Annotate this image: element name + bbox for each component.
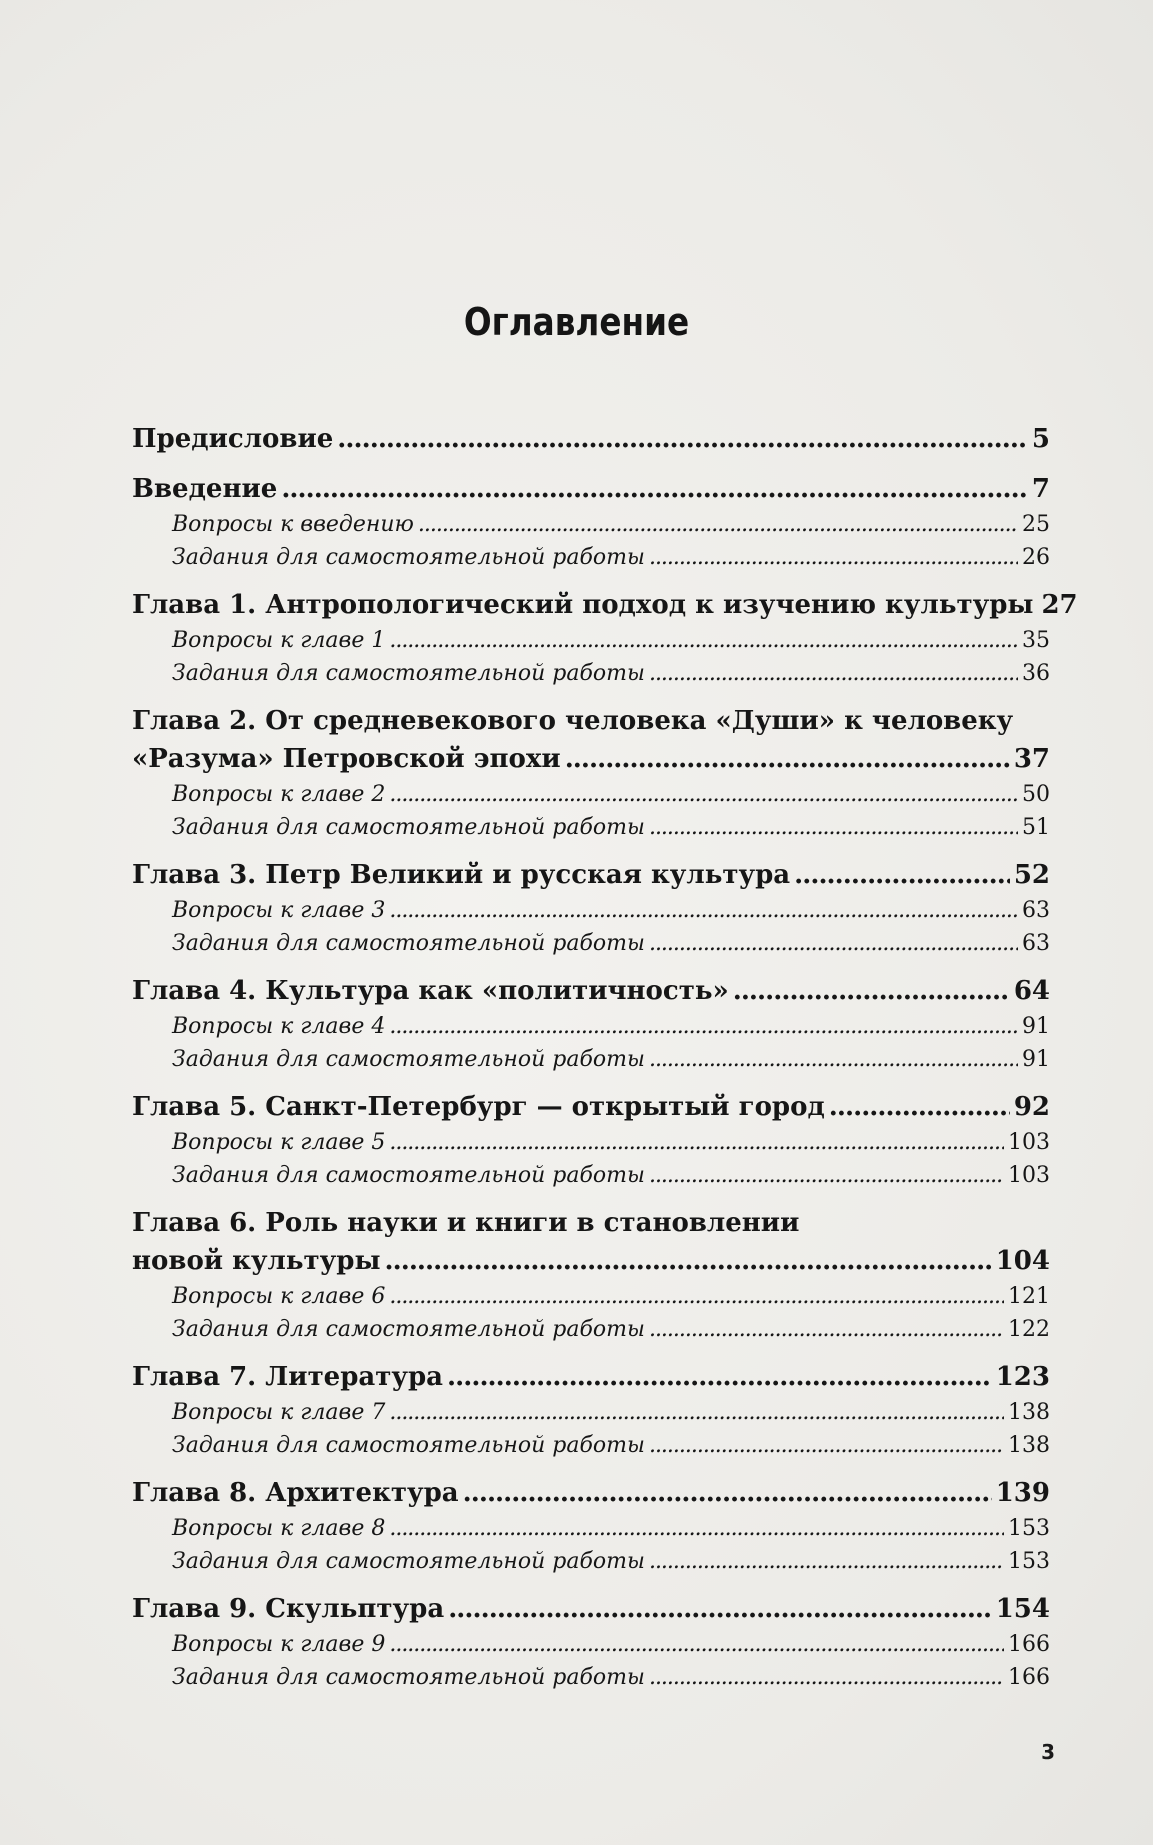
- toc-entry-chapter[interactable]: [132, 420, 1050, 458]
- toc-entry-chapter[interactable]: [132, 1358, 1050, 1396]
- toc-entry-page: 92: [1013, 1092, 1050, 1122]
- toc-entry-title: Глава 8. Архитектура: [132, 1478, 459, 1508]
- toc-subentry-title: Вопросы к главе 7: [172, 1400, 386, 1425]
- toc-entry-page: 37: [1013, 744, 1050, 774]
- toc-entry-page: 5: [1031, 424, 1050, 454]
- dot-leader: [649, 541, 1018, 574]
- toc-subentry-page: 166: [1008, 1665, 1050, 1690]
- toc-subentry-title: Задания для самостоятельной работы: [172, 1163, 645, 1188]
- toc-entry-title: Предисловие: [132, 424, 334, 454]
- dot-leader: [447, 1358, 992, 1396]
- toc-section: [132, 1590, 1050, 1694]
- toc-entry-chapter[interactable]: [132, 1590, 1050, 1628]
- toc-entry-chapter[interactable]: [132, 1242, 1050, 1280]
- toc-subentry-title: Задания для самостоятельной работы: [172, 1317, 645, 1342]
- toc-subentry-title: Вопросы к главе 8: [172, 1516, 386, 1541]
- toc-section: [132, 1088, 1050, 1192]
- dot-leader: [389, 1628, 1004, 1661]
- toc-entry-page: 52: [1013, 860, 1050, 890]
- toc-subentry-title: Вопросы к главе 3: [172, 898, 386, 923]
- dot-leader: [649, 1043, 1018, 1076]
- toc-section: [132, 586, 1078, 690]
- toc-entry-subsection[interactable]: [132, 1661, 1050, 1694]
- toc-entry-subsection[interactable]: [132, 1313, 1050, 1346]
- toc-entry-subsection[interactable]: [132, 1280, 1050, 1313]
- toc-entry-page: 64: [1013, 976, 1050, 1006]
- dot-leader: [389, 1126, 1004, 1159]
- toc-entry-title: Глава 1. Антропологический подход к изучению культуры: [132, 590, 1034, 620]
- toc-subentry-page: 121: [1008, 1284, 1050, 1309]
- toc-entry-title: Глава 9. Скульптура: [132, 1594, 445, 1624]
- dot-leader: [565, 740, 1010, 778]
- toc-entry-subsection[interactable]: [132, 778, 1050, 811]
- dot-leader: [385, 1242, 992, 1280]
- toc-entry-subsection[interactable]: [132, 657, 1050, 690]
- toc-entry-subsection[interactable]: [132, 894, 1050, 927]
- toc-subentry-page: 153: [1008, 1549, 1050, 1574]
- toc-entry-chapter[interactable]: [132, 1088, 1050, 1126]
- toc-entry-subsection[interactable]: [132, 1429, 1050, 1462]
- toc-entry-subsection[interactable]: [132, 1159, 1050, 1192]
- toc-section: [132, 1358, 1050, 1462]
- toc-entry-page: 139: [995, 1478, 1050, 1508]
- toc-entry-title: новой культуры: [132, 1246, 381, 1276]
- dot-leader: [649, 1661, 1004, 1694]
- toc-subentry-page: 91: [1022, 1047, 1050, 1072]
- dot-leader: [448, 1590, 992, 1628]
- toc-section: [132, 470, 1050, 574]
- dot-leader: [281, 470, 1028, 508]
- dot-leader: [389, 1010, 1018, 1043]
- dot-leader: [649, 1545, 1004, 1578]
- toc-section: [132, 856, 1050, 960]
- toc-entry-chapter[interactable]: [132, 740, 1050, 778]
- dot-leader: [733, 972, 1010, 1010]
- toc-entry-title: Глава 4. Культура как «политичность»: [132, 976, 729, 1006]
- toc-entry-subsection[interactable]: [132, 1043, 1050, 1076]
- toc-subentry-page: 122: [1008, 1317, 1050, 1342]
- toc-entry-subsection[interactable]: [132, 1396, 1050, 1429]
- toc-subentry-title: Задания для самостоятельной работы: [172, 1665, 645, 1690]
- dot-leader: [389, 624, 1018, 657]
- toc-subentry-title: Вопросы к главе 9: [172, 1632, 386, 1657]
- toc-entry-title: Глава 3. Петр Великий и русская культура: [132, 860, 791, 890]
- dot-leader: [389, 1512, 1004, 1545]
- toc-subentry-page: 25: [1022, 512, 1050, 537]
- toc-subentry-title: Задания для самостоятельной работы: [172, 1549, 645, 1574]
- toc-chapter-title-line: Глава 2. От средневекового человека «Души» к человеку: [132, 706, 1014, 736]
- toc-entry-chapter[interactable]: [132, 586, 1078, 624]
- dot-leader: [389, 1280, 1004, 1313]
- toc-subentry-page: 166: [1008, 1632, 1050, 1657]
- dot-leader: [389, 1396, 1004, 1429]
- dot-leader: [649, 1313, 1004, 1346]
- toc-entry-subsection[interactable]: [132, 541, 1050, 574]
- toc-subentry-title: Вопросы к главе 5: [172, 1130, 386, 1155]
- toc-entry-page: 27: [1041, 590, 1078, 620]
- dot-leader: [649, 657, 1018, 690]
- dot-leader: [418, 508, 1018, 541]
- toc-subentry-title: Задания для самостоятельной работы: [172, 815, 645, 840]
- toc-subentry-page: 138: [1008, 1400, 1050, 1425]
- toc-subentry-page: 91: [1022, 1014, 1050, 1039]
- toc-subentry-page: 36: [1022, 661, 1050, 686]
- toc-entry-title: Глава 7. Литература: [132, 1362, 444, 1392]
- toc-entry-chapter[interactable]: [132, 1474, 1050, 1512]
- page-title: Оглавление: [463, 300, 690, 344]
- toc-entry-subsection[interactable]: [132, 1126, 1050, 1159]
- dot-leader: [649, 811, 1018, 844]
- dot-leader: [794, 856, 1010, 894]
- toc-subentry-title: Задания для самостоятельной работы: [172, 661, 645, 686]
- toc-entry-title: «Разума» Петровской эпохи: [132, 744, 561, 774]
- toc-subentry-title: Задания для самостоятельной работы: [172, 1433, 645, 1458]
- toc-subentry-page: 103: [1008, 1163, 1050, 1188]
- toc-entry-subsection[interactable]: [132, 508, 1050, 541]
- toc-subentry-page: 103: [1008, 1130, 1050, 1155]
- table-of-contents: [132, 420, 1078, 1706]
- toc-section: [132, 1474, 1050, 1578]
- toc-chapter-title-line: Глава 6. Роль науки и книги в становлении: [132, 1208, 800, 1238]
- toc-subentry-title: Вопросы к главе 4: [172, 1014, 386, 1039]
- dot-leader: [389, 778, 1018, 811]
- toc-subentry-page: 63: [1022, 898, 1050, 923]
- toc-entry-page: 7: [1031, 474, 1050, 504]
- toc-subentry-page: 51: [1022, 815, 1050, 840]
- dot-leader: [389, 894, 1018, 927]
- toc-subentry-page: 35: [1022, 628, 1050, 653]
- toc-subentry-page: 153: [1008, 1516, 1050, 1541]
- toc-subentry-title: Задания для самостоятельной работы: [172, 545, 645, 570]
- toc-subentry-title: Задания для самостоятельной работы: [172, 931, 645, 956]
- toc-subentry-title: Вопросы к главе 2: [172, 782, 386, 807]
- dot-leader: [649, 927, 1018, 960]
- toc-entry-page: 123: [995, 1362, 1050, 1392]
- toc-section: [132, 420, 1050, 458]
- toc-entry-chapter[interactable]: [132, 972, 1050, 1010]
- toc-entry-page: 104: [995, 1246, 1050, 1276]
- dot-leader: [649, 1159, 1004, 1192]
- toc-subentry-title: Вопросы к главе 1: [172, 628, 386, 653]
- toc-section: [132, 1204, 1050, 1346]
- toc-section: [132, 702, 1050, 844]
- toc-entry-subsection[interactable]: [132, 811, 1050, 844]
- toc-subentry-title: Задания для самостоятельной работы: [172, 1047, 645, 1072]
- toc-entry-subsection[interactable]: [132, 927, 1050, 960]
- toc-section: [132, 972, 1050, 1076]
- toc-entry-title: Введение: [132, 474, 278, 504]
- toc-entry-title: Глава 5. Санкт-Петербург — открытый город: [132, 1092, 825, 1122]
- toc-subentry-page: 50: [1022, 782, 1050, 807]
- toc-entry-subsection[interactable]: [132, 1010, 1050, 1043]
- toc-entry-subsection[interactable]: [132, 1512, 1050, 1545]
- toc-entry-subsection[interactable]: [132, 1628, 1050, 1661]
- toc-subentry-page: 63: [1022, 931, 1050, 956]
- toc-subentry-page: 138: [1008, 1433, 1050, 1458]
- toc-subentry-title: Вопросы к главе 6: [172, 1284, 386, 1309]
- page-number: 3: [1041, 1740, 1055, 1764]
- dot-leader: [337, 420, 1028, 458]
- toc-entry-chapter[interactable]: [132, 470, 1050, 508]
- dot-leader: [463, 1474, 992, 1512]
- toc-entry-subsection[interactable]: [132, 1545, 1050, 1578]
- toc-entry-page: 154: [995, 1594, 1050, 1624]
- toc-entry-subsection[interactable]: [132, 624, 1050, 657]
- toc-subentry-title: Вопросы к введению: [172, 512, 414, 537]
- toc-entry-chapter[interactable]: [132, 856, 1050, 894]
- dot-leader: [649, 1429, 1004, 1462]
- dot-leader: [829, 1088, 1010, 1126]
- toc-subentry-page: 26: [1022, 545, 1050, 570]
